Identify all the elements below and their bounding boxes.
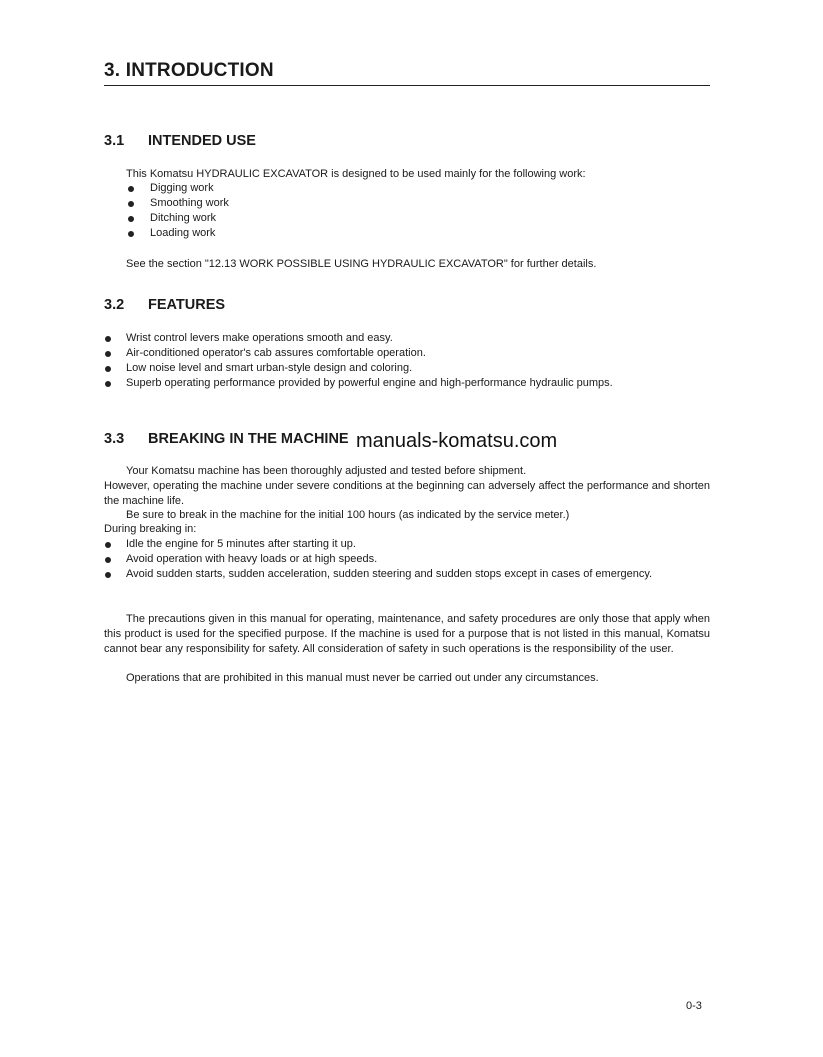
heading-features bbox=[104, 297, 225, 313]
heading-breaking-in bbox=[104, 431, 349, 447]
watermark: manuals-komatsu.com bbox=[356, 430, 558, 452]
list-item: Wrist control levers make operations smooth and easy. bbox=[104, 331, 710, 346]
heading-text: FEATURES bbox=[148, 297, 226, 313]
intended-use-see-also: See the section "12.13 WORK POSSIBLE USING HYDRAULIC EXCAVATOR" for further details. bbox=[126, 258, 597, 270]
page-number: 0-3 bbox=[686, 1000, 702, 1012]
breaking-in-during-label: During breaking in: bbox=[104, 523, 197, 535]
list-item: Ditching work bbox=[126, 211, 426, 226]
intended-use-intro: This Komatsu HYDRAULIC EXCAVATOR is designed to be used mainly for the following work: bbox=[126, 168, 586, 180]
breaking-in-para2: However, operating the machine under severe conditions at the beginning can adversely affect the performance and shorten the machine life. bbox=[104, 480, 710, 507]
heading-number: 3.1 bbox=[104, 133, 125, 149]
section-title-rule bbox=[104, 85, 710, 86]
heading-intended-use bbox=[104, 133, 256, 149]
heading-text: BREAKING IN THE MACHINE bbox=[148, 431, 349, 447]
intended-use-list bbox=[126, 181, 426, 241]
heading-number: 3.3 bbox=[104, 431, 125, 447]
list-item: Air-conditioned operator's cab assures comfortable operation. bbox=[104, 346, 710, 361]
breaking-in-para3: Be sure to break in the machine for the initial 100 hours (as indicated by the service meter.) bbox=[126, 509, 570, 521]
list-item: Avoid sudden starts, sudden acceleration, sudden steering and sudden stops except in cases of emergency. bbox=[104, 567, 710, 582]
section-title: 3. INTRODUCTION bbox=[104, 60, 274, 81]
list-item: Loading work bbox=[126, 226, 426, 241]
breaking-in-para1: Your Komatsu machine has been thoroughly adjusted and tested before shipment. bbox=[126, 465, 527, 477]
heading-text: INTENDED USE bbox=[148, 133, 256, 149]
list-item: Low noise level and smart urban-style design and coloring. bbox=[104, 361, 710, 376]
breaking-in-list bbox=[104, 537, 710, 582]
list-item: Smoothing work bbox=[126, 196, 426, 211]
features-list bbox=[104, 331, 710, 391]
list-item: Superb operating performance provided by powerful engine and high-performance hydraulic pumps. bbox=[104, 376, 710, 391]
precautions-paragraph: The precautions given in this manual for operating, maintenance, and safety procedures are only those that apply when this product is used for the specified purpose. If the machine is used for a purpose that is not listed in this manual, Komatsu cannot bear any responsibility for safety. All consideration of safety in such operations is the responsibility of the user. bbox=[104, 613, 710, 655]
heading-number: 3.2 bbox=[104, 297, 125, 313]
list-item: Avoid operation with heavy loads or at high speeds. bbox=[104, 552, 710, 567]
list-item: Digging work bbox=[126, 181, 426, 196]
prohibited-paragraph: Operations that are prohibited in this manual must never be carried out under any circumstances. bbox=[126, 672, 599, 684]
list-item: Idle the engine for 5 minutes after starting it up. bbox=[104, 537, 710, 552]
